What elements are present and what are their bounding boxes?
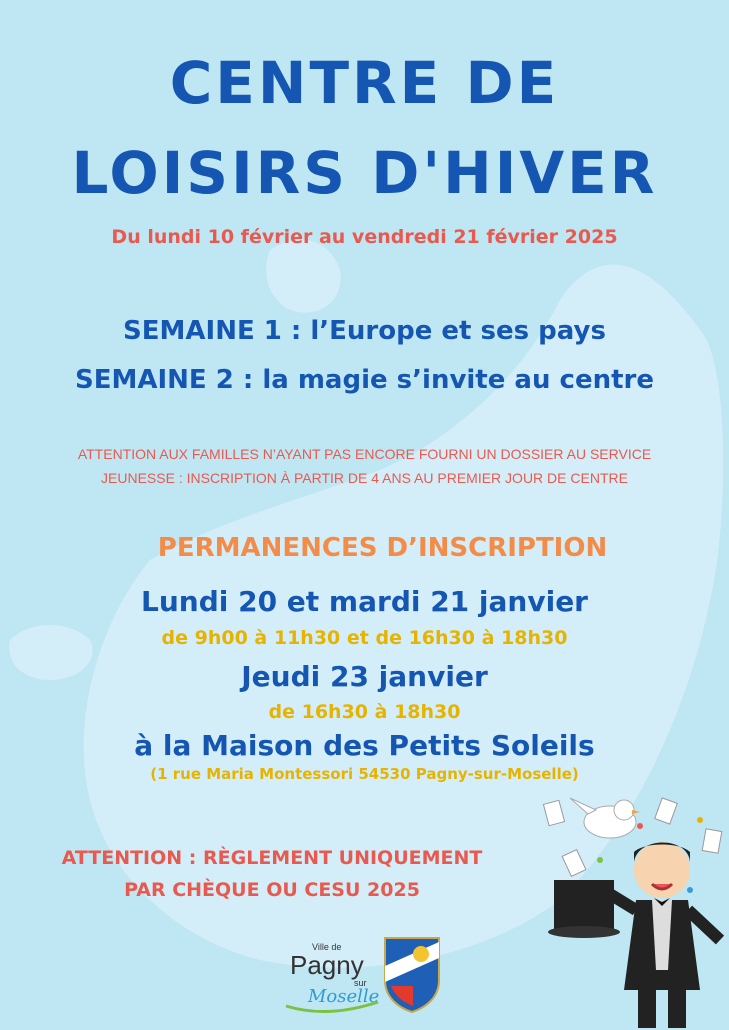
coat-of-arms-icon [383, 936, 441, 1014]
magician-illustration [540, 790, 729, 1030]
title-line-1: CENTRE DE [169, 49, 560, 117]
city-logo [282, 938, 382, 1018]
payment-line-1: ATTENTION : RÈGLEMENT UNIQUEMENT [61, 847, 483, 869]
logo-ville-de: Ville de [312, 942, 342, 952]
logo-pagny: Pagny [290, 950, 364, 980]
title-line-2: LOISIRS D'HIVER [71, 139, 658, 207]
dates-subtitle: Du lundi 10 février au vendredi 21 février 2025 [111, 226, 618, 248]
week-2: SEMAINE 2 : la magie s’invite au centre [75, 365, 654, 395]
address: (1 rue Maria Montessori 54530 Pagny-sur-Moselle) [150, 765, 579, 783]
logo-moselle: Moselle [308, 986, 380, 1007]
warning-line-1: ATTENTION AUX FAMILLES N’AYANT PAS ENCORE FOURNI UN DOSSIER AU SERVICE [77, 446, 652, 462]
payment-line-2: PAR CHÈQUE OU CESU 2025 [124, 879, 420, 901]
slot-2-day: Jeudi 23 janvier [241, 660, 488, 693]
week-1: SEMAINE 1 : l’Europe et ses pays [123, 316, 606, 346]
logo-sur: sur [354, 978, 367, 988]
logo-swoosh-icon [282, 998, 382, 1014]
slot-2-hours: de 16h30 à 18h30 [268, 701, 461, 723]
warning-line-2: JEUNESSE : INSCRIPTION À PARTIR DE 4 ANS AU PREMIER JOUR DE CENTRE [101, 470, 628, 486]
place: à la Maison des Petits Soleils [134, 729, 595, 762]
slot-1-day: Lundi 20 et mardi 21 janvier [141, 585, 588, 618]
slot-1-hours: de 9h00 à 11h30 et de 16h30 à 18h30 [161, 627, 568, 649]
permanences-title: PERMANENCES D’INSCRIPTION [157, 533, 608, 563]
